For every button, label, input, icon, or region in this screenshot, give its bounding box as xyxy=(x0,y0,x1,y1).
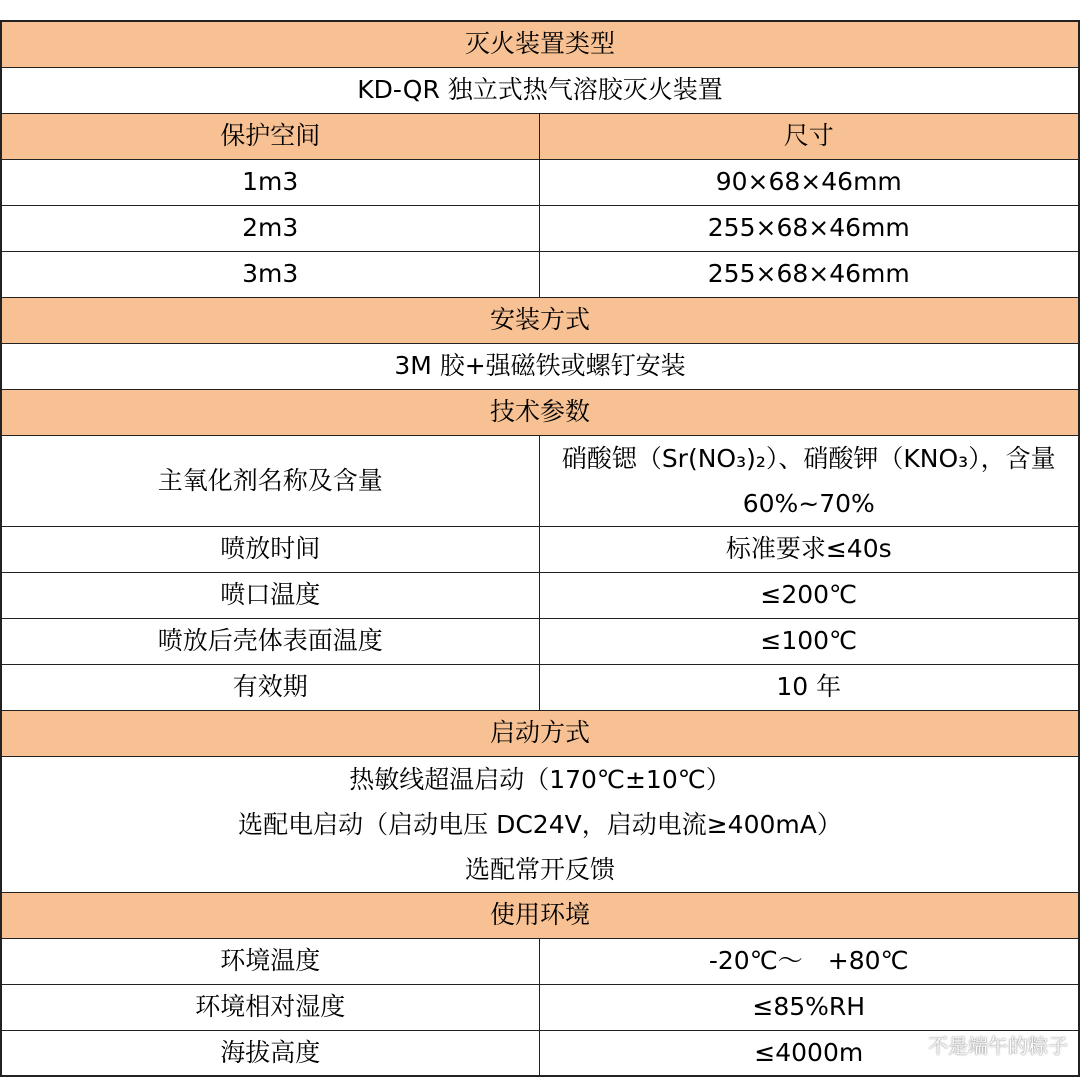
env-label: 海拔高度 xyxy=(1,1030,539,1076)
env-label: 环境温度 xyxy=(1,938,539,984)
table-row xyxy=(1,984,1079,1030)
table-row xyxy=(1,526,1079,572)
env-label: 环境相对湿度 xyxy=(1,984,539,1030)
param-value: 标准要求≤40s xyxy=(539,526,1079,572)
device-type-value: KD-QR 独立式热气溶胶灭火装置 xyxy=(1,67,1079,113)
env-value: ≤4000m xyxy=(539,1030,1079,1076)
param-value: ≤200℃ xyxy=(539,572,1079,618)
table-row xyxy=(1,938,1079,984)
section-header-env: 使用环境 xyxy=(1,892,1079,938)
section-header-install: 安装方式 xyxy=(1,297,1079,343)
param-label: 喷放时间 xyxy=(1,526,539,572)
watermark: 不是端午的粽子 xyxy=(928,1034,1068,1058)
param-label: 喷放后壳体表面温度 xyxy=(1,618,539,664)
table-row xyxy=(1,618,1079,664)
param-value: 10 年 xyxy=(539,664,1079,710)
table-row xyxy=(1,664,1079,710)
oxidizer-value xyxy=(539,435,1079,526)
section-header-tech: 技术参数 xyxy=(1,389,1079,435)
space-cell: 2m3 xyxy=(1,205,539,251)
space-cell: 1m3 xyxy=(1,159,539,205)
spec-table xyxy=(0,20,1080,1077)
size-cell: 255×68×46mm xyxy=(539,205,1079,251)
table-row xyxy=(1,251,1079,297)
section-header-type: 灭火装置类型 xyxy=(1,21,1079,67)
table-row xyxy=(1,435,1079,526)
param-value: ≤100℃ xyxy=(539,618,1079,664)
param-label: 喷口温度 xyxy=(1,572,539,618)
table-row xyxy=(1,572,1079,618)
column-header-space: 保护空间 xyxy=(1,113,539,159)
section-header-start: 启动方式 xyxy=(1,710,1079,756)
env-value: ≤85%RH xyxy=(539,984,1079,1030)
start-method-value xyxy=(1,756,1079,892)
table-row xyxy=(1,1030,1079,1076)
start-method-line: 选配电启动（启动电压 DC24V，启动电流≥400mA） xyxy=(238,809,842,839)
start-method-line: 热敏线超温启动（170℃±10℃） xyxy=(349,764,731,794)
oxidizer-label: 主氧化剂名称及含量 xyxy=(1,435,539,526)
space-cell: 3m3 xyxy=(1,251,539,297)
column-header-size: 尺寸 xyxy=(539,113,1079,159)
param-label: 有效期 xyxy=(1,664,539,710)
install-method-value: 3M 胶+强磁铁或螺钉安装 xyxy=(1,343,1079,389)
table-row xyxy=(1,205,1079,251)
oxidizer-value-line: 60%~70% xyxy=(742,488,875,518)
env-value: -20℃～ +80℃ xyxy=(539,938,1079,984)
table-row xyxy=(1,159,1079,205)
size-cell: 255×68×46mm xyxy=(539,251,1079,297)
start-method-line: 选配常开反馈 xyxy=(465,854,616,884)
oxidizer-value-line: 硝酸锶（Sr(NO₃)₂）、硝酸钾（KNO₃），含量 xyxy=(561,443,1056,473)
size-cell: 90×68×46mm xyxy=(539,159,1079,205)
